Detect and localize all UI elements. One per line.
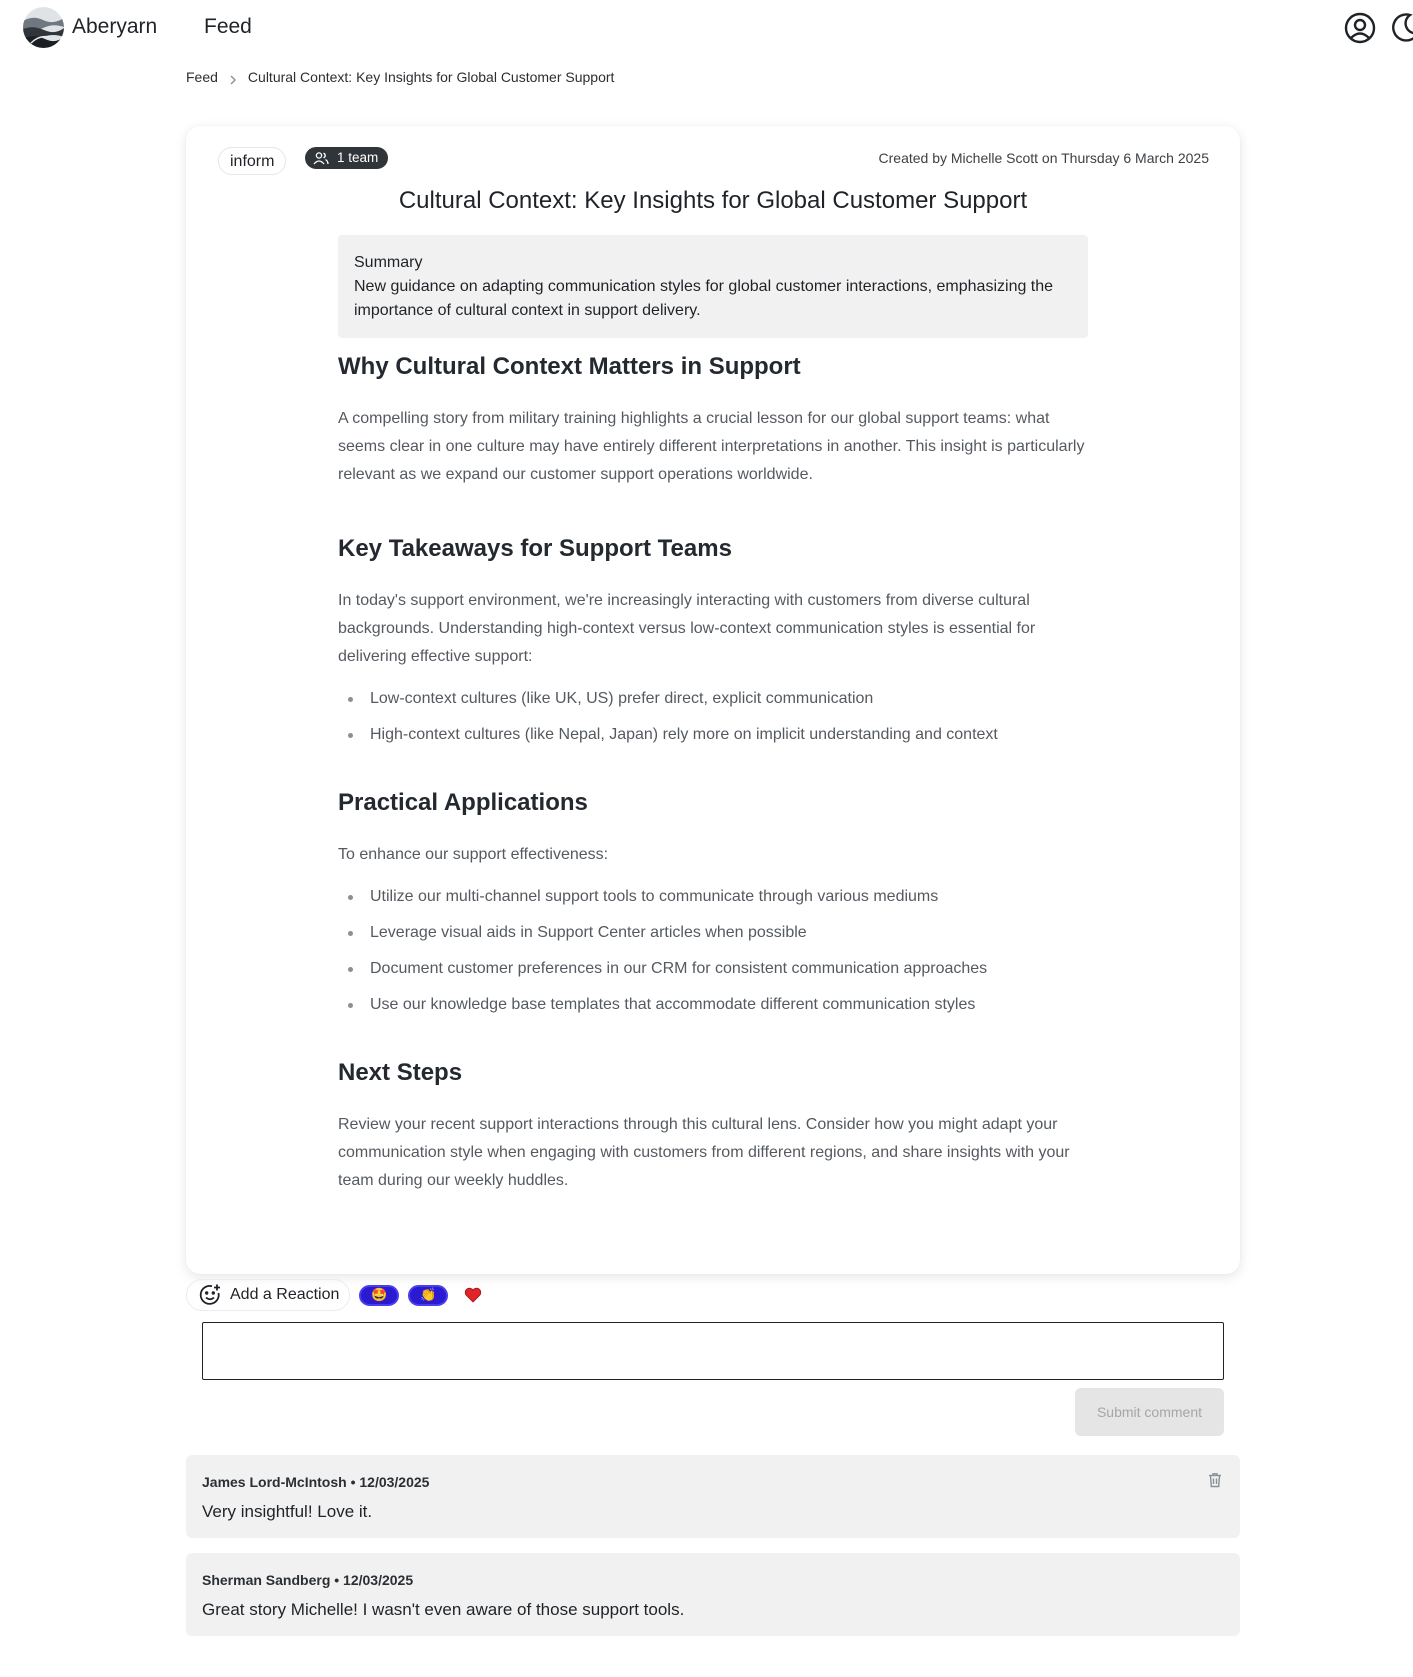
section-paragraph: Review your recent support interactions through this cultural lens. Consider how you might adapt your communication style when engaging with customers from different regions, and share insights with your team during our weekly huddles. <box>338 1116 1070 1189</box>
list-item: Document customer preferences in our CRM for consistent communication approaches <box>338 957 1088 981</box>
article-title: Cultural Context: Key Insights for Global Customer Support <box>398 187 1028 214</box>
submit-comment-button[interactable]: Submit comment <box>1075 1388 1224 1436</box>
summary-box <box>338 235 1088 338</box>
summary-label: Summary <box>354 254 423 271</box>
section-paragraph: To enhance our support effectiveness: <box>338 846 609 863</box>
reaction-heart[interactable] <box>458 1284 488 1306</box>
moon-icon[interactable] <box>1388 11 1413 45</box>
summary-text: New guidance on adapting communication styles for global customer interactions, emphasizing the importance of cultural context in support delivery. <box>354 278 1054 319</box>
top-nav <box>0 0 1413 56</box>
trash-icon[interactable] <box>1206 1471 1224 1489</box>
heart-icon <box>464 1287 482 1303</box>
article-type-tag: inform <box>218 147 286 175</box>
add-reaction-label: Add a Reaction <box>230 1286 340 1303</box>
team-badge[interactable] <box>305 147 388 169</box>
chevron-right-icon <box>228 72 238 82</box>
breadcrumb <box>186 69 614 85</box>
reactions-bar <box>186 1279 488 1311</box>
bullet-list <box>338 687 1088 747</box>
comment-meta: James Lord-McIntosh • 12/03/2025 <box>202 1474 430 1490</box>
section-paragraph: A compelling story from military training highlights a crucial lesson for our global support teams: what seems clear in one culture may have entirely different interpretations in another. This insight is particularly relevant as we expand our customer support operations worldwide. <box>338 410 1085 483</box>
breadcrumb-feed-link[interactable]: Feed <box>186 69 218 85</box>
comment-card <box>186 1455 1240 1538</box>
user-circle-icon[interactable] <box>1343 11 1377 45</box>
list-item: Leverage visual aids in Support Center articles when possible <box>338 921 1088 945</box>
comment-text: Great story Michelle! I wasn't even aware of those support tools. <box>202 1600 685 1619</box>
article-card <box>186 126 1240 1274</box>
reaction-clapping[interactable]: 👏 <box>408 1285 448 1306</box>
bullet-list <box>338 885 1088 1017</box>
created-by-text: Created by Michelle Scott on Thursday 6 March 2025 <box>878 150 1209 166</box>
list-item: Utilize our multi-channel support tools to communicate through various mediums <box>338 885 1088 909</box>
aberyarn-logo[interactable] <box>23 7 64 48</box>
section-heading: Next Steps <box>338 1059 463 1086</box>
reaction-star-struck[interactable]: 🤩 <box>359 1285 399 1306</box>
users-icon <box>313 151 329 165</box>
article-body <box>338 351 1088 1195</box>
comment-input[interactable] <box>202 1322 1224 1380</box>
nav-feed-link[interactable]: Feed <box>204 15 252 38</box>
list-item: Use our knowledge base templates that accommodate different communication styles <box>338 993 1088 1017</box>
team-badge-label: 1 team <box>337 150 379 165</box>
list-item: High-context cultures (like Nepal, Japan) rely more on implicit understanding and context <box>338 723 1088 747</box>
comment-text: Very insightful! Love it. <box>202 1502 373 1521</box>
section-paragraph: In today's support environment, we're increasingly interacting with customers from diverse cultural backgrounds. Understanding high-context versus low-context communication styles is essential for delivering effective support: <box>338 592 1036 665</box>
section-heading: Why Cultural Context Matters in Support <box>338 353 801 380</box>
breadcrumb-current: Cultural Context: Key Insights for Global Customer Support <box>247 69 615 85</box>
comment-card <box>186 1553 1240 1636</box>
brand-name: Aberyarn <box>72 15 158 38</box>
comment-meta: Sherman Sandberg • 12/03/2025 <box>202 1572 414 1588</box>
section-heading: Key Takeaways for Support Teams <box>338 535 732 562</box>
add-reaction-button[interactable] <box>186 1279 350 1311</box>
section-heading: Practical Applications <box>338 789 588 816</box>
smiley-plus-icon <box>198 1283 222 1307</box>
list-item: Low-context cultures (like UK, US) prefer direct, explicit communication <box>338 687 1088 711</box>
